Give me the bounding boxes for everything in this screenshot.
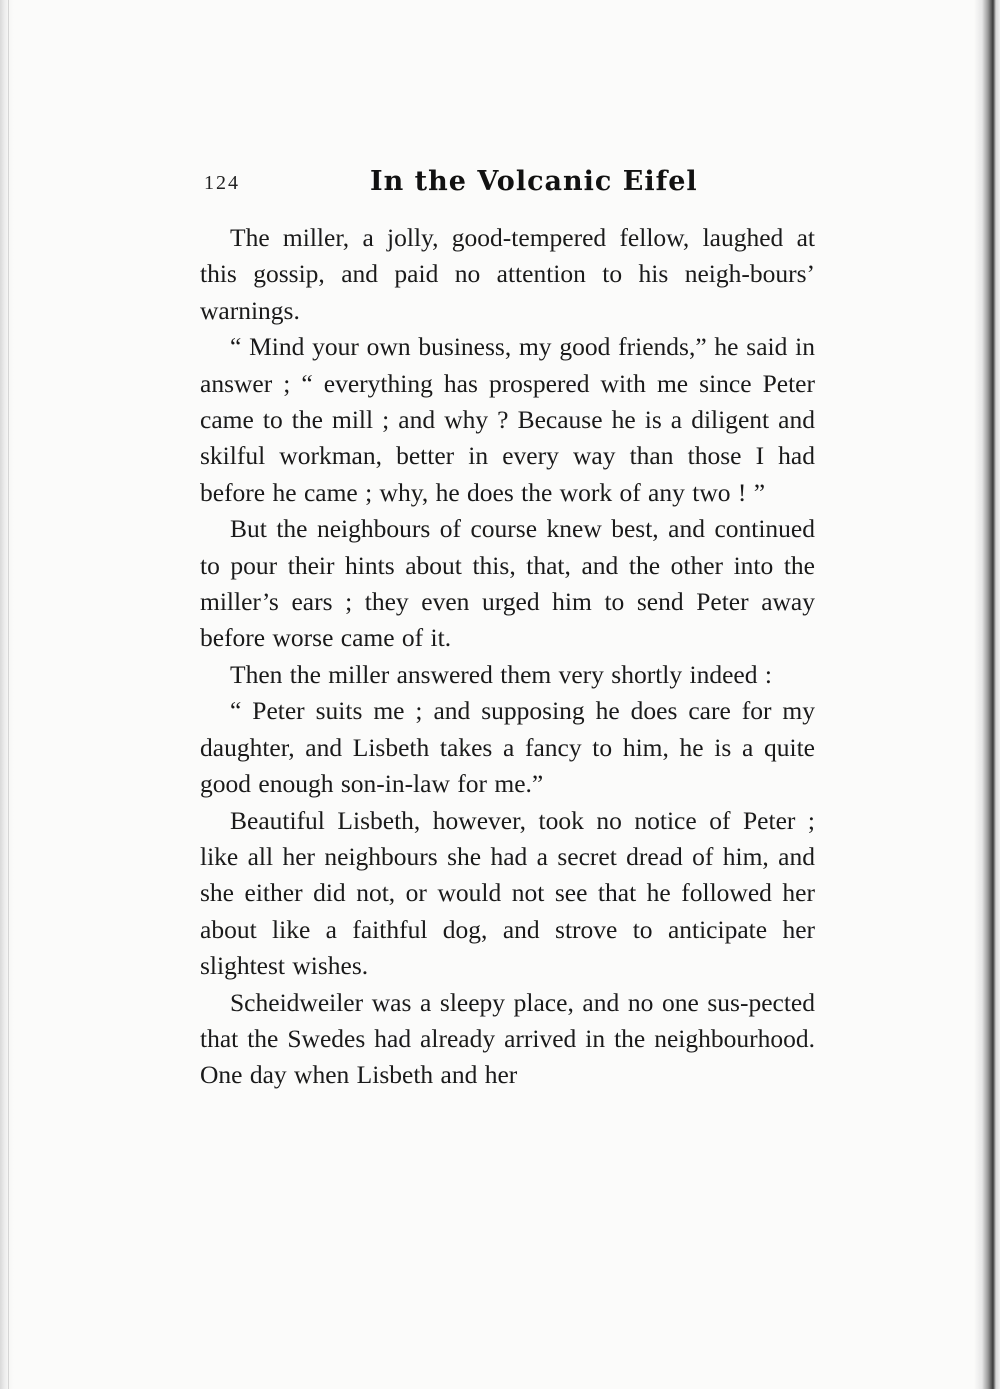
paragraph: Then the miller answered them very shortly indeed : bbox=[230, 659, 772, 689]
paragraph: “ Mind your own business, my good friends,” he said in answer ; “ everything has prospered with me since Peter came to the mill ; and why ? Because he is a diligent and skilful workman, better in every way than those I had before he came ; why, he does the work of any two ! ” bbox=[200, 332, 815, 507]
body-text bbox=[200, 220, 815, 1094]
page-number: 124 bbox=[204, 172, 240, 194]
binding-shadow bbox=[0, 0, 14, 1389]
page-header bbox=[200, 166, 815, 206]
paragraph: “ Peter suits me ; and supposing he does care for my daughter, and Lisbeth takes a fancy to him, he is a quite good enough son-in-law for me.” bbox=[200, 696, 815, 799]
paragraph: The miller, a jolly, good-tempered fellow, laughed at this gossip, and paid no attention to his neigh-bours’ warnings. bbox=[200, 223, 815, 325]
page-edge bbox=[974, 0, 1000, 1389]
running-title: In the Volcanic Eifel bbox=[370, 166, 698, 197]
binding-line bbox=[8, 0, 9, 1389]
paragraph: Scheidweiler was a sleepy place, and no one sus-pected that the Swedes had already arrived in the neighbourhood. One day when Lisbeth and her bbox=[200, 987, 815, 1090]
paragraph: Beautiful Lisbeth, however, took no notice of Peter ; like all her neighbours she had a secret dread of him, and she either did not, or would not see that he followed her about like a faithful dog, and strove to anticipate her slightest wishes. bbox=[200, 805, 815, 981]
paragraph: But the neighbours of course knew best, and continued to pour their hints about this, that, and the other into the miller’s ears ; they even urged him to send Peter away before worse came of it. bbox=[200, 514, 815, 653]
